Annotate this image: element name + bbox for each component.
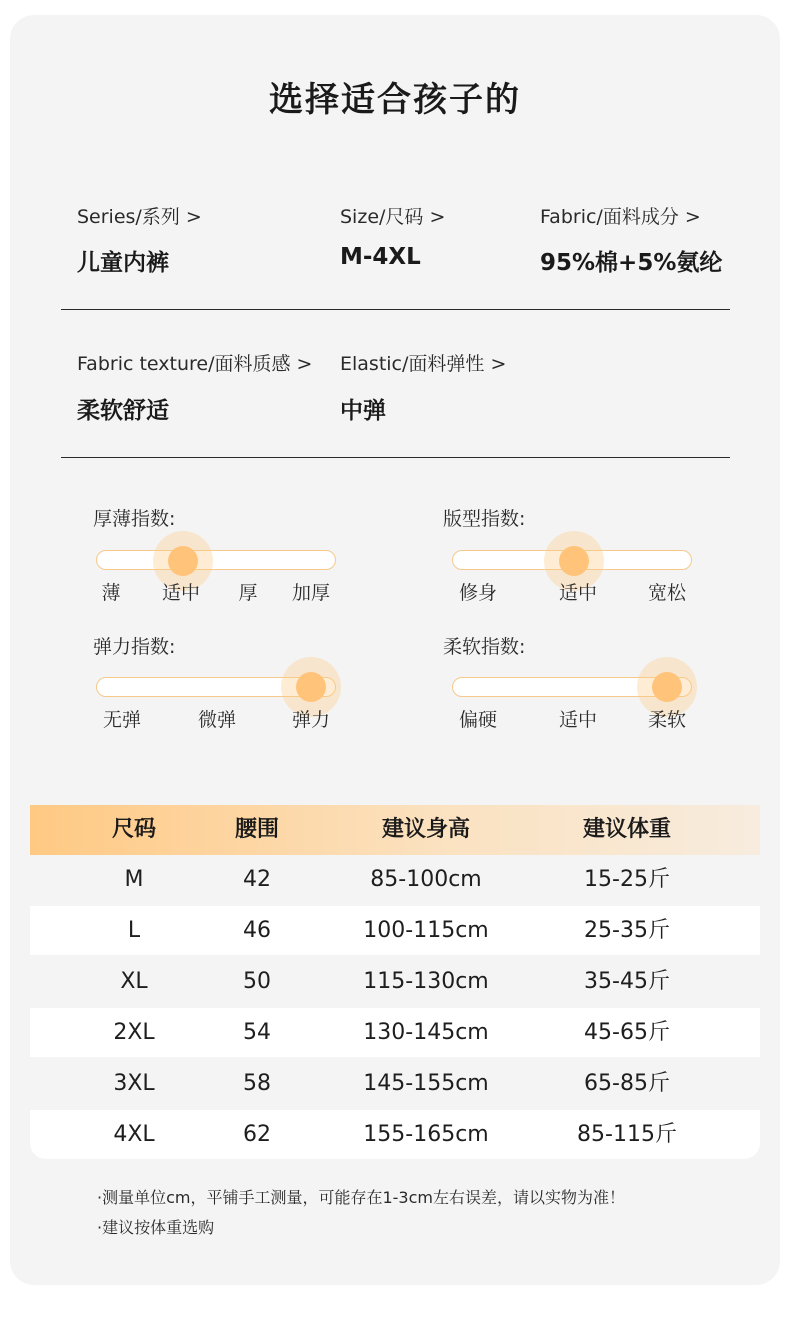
table-cell: 62 bbox=[243, 1122, 271, 1147]
table-cell: 58 bbox=[243, 1071, 271, 1096]
divider bbox=[61, 457, 730, 458]
spec-texture-label: Fabric texture/面料质感 > bbox=[77, 353, 313, 375]
spec-texture-value: 柔软舒适 bbox=[77, 398, 169, 424]
table-cell: 54 bbox=[243, 1020, 271, 1045]
fit-index-knob bbox=[559, 546, 589, 576]
thickness-tick: 厚 bbox=[238, 582, 258, 604]
thickness-tick: 薄 bbox=[101, 582, 121, 604]
table-cell: 155-165cm bbox=[363, 1122, 489, 1147]
spec-fabric-label: Fabric/面料成分 > bbox=[540, 206, 701, 228]
softness-tick: 偏硬 bbox=[458, 709, 498, 731]
column-header-weight: 建议体重 bbox=[582, 817, 672, 842]
spec-series-label: Series/系列 > bbox=[77, 206, 202, 228]
spec-size-value: M-4XL bbox=[340, 244, 421, 270]
table-cell: 85-100cm bbox=[370, 867, 482, 892]
table-cell: 25-35斤 bbox=[584, 918, 670, 943]
table-cell: 115-130cm bbox=[363, 969, 489, 994]
table-cell: 35-45斤 bbox=[584, 969, 670, 994]
table-cell: 45-65斤 bbox=[584, 1020, 670, 1045]
table-row bbox=[30, 957, 760, 1006]
spec-elastic-value: 中弹 bbox=[340, 398, 386, 424]
table-row bbox=[30, 1059, 760, 1108]
table-row bbox=[30, 1110, 760, 1159]
column-header-height: 建议身高 bbox=[381, 817, 471, 842]
elasticity-index-knob bbox=[296, 672, 326, 702]
fit-tick: 宽松 bbox=[647, 582, 687, 604]
table-cell: 65-85斤 bbox=[584, 1071, 670, 1096]
size-table-header bbox=[30, 805, 760, 855]
table-row bbox=[30, 1008, 760, 1057]
page-title: 选择适合孩子的 bbox=[269, 80, 521, 120]
thickness-index-label: 厚薄指数: bbox=[93, 508, 176, 530]
elasticity-tick: 微弹 bbox=[197, 709, 237, 731]
table-row bbox=[30, 855, 760, 904]
thickness-tick: 适中 bbox=[161, 582, 201, 604]
table-cell: 46 bbox=[243, 918, 271, 943]
table-cell: 2XL bbox=[113, 1020, 155, 1045]
table-cell: 3XL bbox=[113, 1071, 155, 1096]
table-cell: 15-25斤 bbox=[584, 867, 670, 892]
table-cell: 4XL bbox=[113, 1122, 155, 1147]
elasticity-tick: 无弹 bbox=[102, 709, 142, 731]
column-header-waist: 腰围 bbox=[234, 817, 280, 842]
spec-series-value: 儿童内裤 bbox=[77, 250, 169, 276]
table-cell: L bbox=[127, 918, 141, 943]
column-header-size: 尺码 bbox=[111, 817, 157, 842]
thickness-index-knob bbox=[168, 546, 198, 576]
elasticity-index-label: 弹力指数: bbox=[93, 636, 176, 658]
table-cell: 145-155cm bbox=[363, 1071, 489, 1096]
softness-index-label: 柔软指数: bbox=[443, 636, 526, 658]
spec-fabric-value: 95%棉+5%氨纶 bbox=[540, 250, 723, 276]
table-cell: 130-145cm bbox=[363, 1020, 489, 1045]
spec-size-label: Size/尺码 > bbox=[340, 206, 446, 228]
size-table-body bbox=[30, 855, 760, 1159]
table-cell: 50 bbox=[243, 969, 271, 994]
divider bbox=[61, 309, 730, 310]
measurement-note: ·测量单位cm，平铺手工测量，可能存在1-3cm左右误差，请以实物为准！ bbox=[97, 1188, 625, 1207]
table-cell: 100-115cm bbox=[363, 918, 489, 943]
table-cell: 85-115斤 bbox=[577, 1122, 677, 1147]
fit-tick: 修身 bbox=[458, 582, 498, 604]
table-cell: 42 bbox=[243, 867, 271, 892]
table-row bbox=[30, 906, 760, 955]
softness-tick: 适中 bbox=[558, 709, 598, 731]
elasticity-tick: 弹力 bbox=[291, 709, 331, 731]
thickness-index-track bbox=[96, 550, 336, 570]
spec-elastic-label: Elastic/面料弹性 > bbox=[340, 353, 507, 375]
softness-index-knob bbox=[652, 672, 682, 702]
selection-note: ·建议按体重选购 bbox=[97, 1218, 215, 1237]
fit-index-label: 版型指数: bbox=[443, 508, 526, 530]
thickness-tick: 加厚 bbox=[291, 582, 331, 604]
table-cell: M bbox=[124, 867, 144, 892]
fit-tick: 适中 bbox=[558, 582, 598, 604]
table-cell: XL bbox=[120, 969, 148, 994]
softness-tick: 柔软 bbox=[647, 709, 687, 731]
